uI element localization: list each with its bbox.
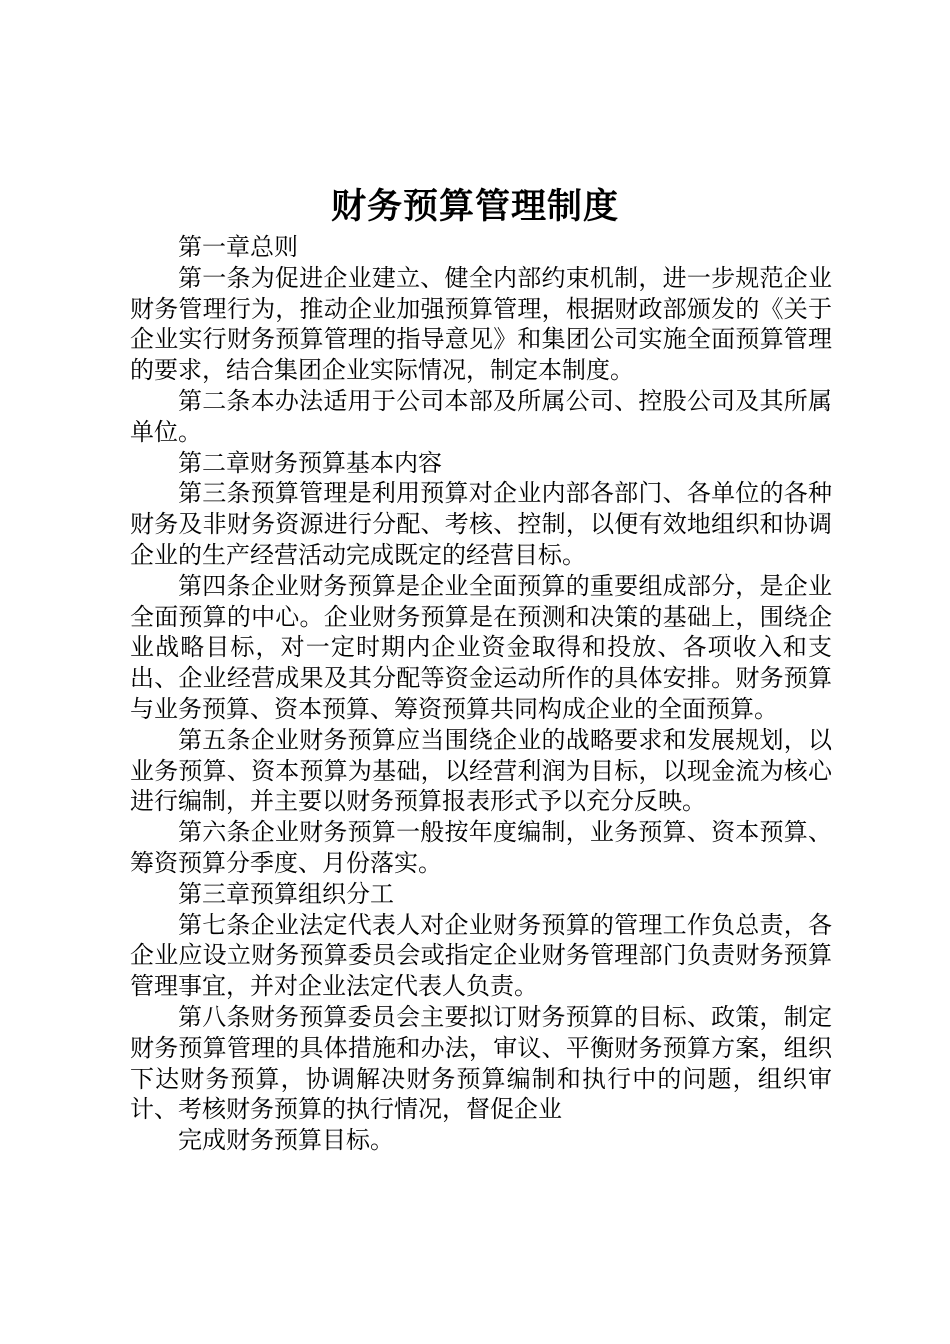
article-paragraph: 第七条企业法定代表人对企业财务预算的管理工作负总责，各企业应设立财务预算委员会或指定企业财务管理部门负责财务预算管理事宜，并对企业法定代表人负责。 [130,910,832,1001]
document-body [130,232,832,1156]
article-paragraph: 第四条企业财务预算是企业全面预算的重要组成部分，是企业全面预算的中心。企业财务预算是在预测和决策的基础上，围绕企业战略目标，对一定时期内企业资金取得和投放、各项收入和支出、企业经营成果及其分配等资金运动所作的具体安排。财务预算与业务预算、资本预算、筹资预算共同构成企业的全面预算。 [130,571,832,723]
article-paragraph: 第二条本办法适用于公司本部及所属公司、控股公司及其所属单位。 [130,386,832,446]
continuation-line: 完成财务预算目标。 [178,1126,394,1155]
article-paragraph: 第五条企业财务预算应当围绕企业的战略要求和发展规划，以业务预算、资本预算为基础，以经营利润为目标，以现金流为核心进行编制，并主要以财务预算报表形式予以充分反映。 [130,725,832,816]
chapter-heading: 第一章总则 [178,233,298,261]
article-paragraph: 第六条企业财务预算一般按年度编制，业务预算、资本预算、筹资预算分季度、月份落实。 [130,818,832,877]
chapter-heading: 第二章财务预算基本内容 [178,448,442,477]
article-paragraph: 第三条预算管理是利用预算对企业内部各部门、各单位的各种财务及非财务资源进行分配、考核、控制，以便有效地组织和协调企业的生产经营活动完成既定的经营目标。 [130,479,832,569]
article-paragraph: 第八条财务预算委员会主要拟订财务预算的目标、政策，制定财务预算管理的具体措施和办法，审议、平衡财务预算方案，组织下达财务预算，协调解决财务预算编制和执行中的问题，组织审计、考核财务预算的执行情况，督促企业 [130,1002,832,1124]
document-title: 财务预算管理制度 [330,187,619,227]
article-paragraph: 第一条为促进企业建立、健全内部约束机制，进一步规范企业财务管理行为，推动企业加强预算管理，根据财政部颁发的《关于企业实行财务预算管理的指导意见》和集团公司实施全面预算管理的要求，结合集团企业实际情况，制定本制度。 [130,263,832,385]
chapter-heading: 第三章预算组织分工 [178,879,394,908]
